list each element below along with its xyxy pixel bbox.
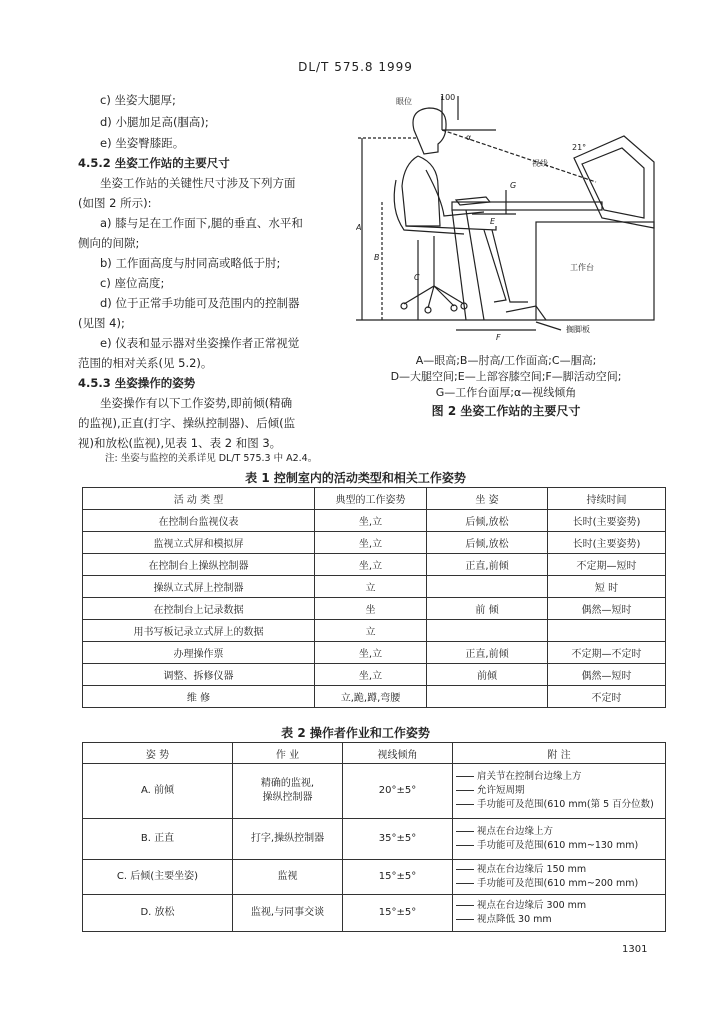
table1-title: 表 1 控制室内的活动类型和相关工作姿势 (245, 471, 466, 485)
table1-cell: 正直,前倾 (427, 642, 548, 664)
table1-cell (427, 576, 548, 598)
table2-posture-cell: A. 前倾 (83, 764, 233, 819)
table1-cell: 用书写板记录立式屏上的数据 (83, 620, 315, 642)
text-line: 的监视),正直(打字、操纵控制器)、后倾(监 (78, 416, 296, 430)
label-desk: 工作台 (570, 263, 594, 272)
note-dash (456, 804, 474, 805)
table-row (83, 598, 666, 620)
table1-cell: 长时(主要姿势) (548, 510, 666, 532)
label-E: E (490, 217, 496, 226)
text-line: 侧向的间隙; (78, 236, 140, 250)
table-row (83, 554, 666, 576)
table1-cell: 坐 (315, 598, 427, 620)
table-row (83, 664, 666, 686)
table-row (83, 576, 666, 598)
table-row (83, 764, 666, 819)
figure-legend-3: G—工作台面厚;α—视线倾角 (435, 386, 577, 399)
text-line: 视)和放松(监视),见表 1、表 2 和图 3。 (78, 436, 282, 450)
table-row (83, 686, 666, 708)
table2-header-cell: 附 注 (453, 743, 666, 764)
text-line: (见图 4); (78, 316, 125, 330)
table1-cell: 监视立式屏和模拟屏 (83, 532, 315, 554)
table1-header-cell: 典型的工作姿势 (315, 488, 427, 510)
table2-title: 表 2 操作者作业和工作姿势 (281, 726, 430, 740)
note-dash (456, 919, 474, 920)
page-header: DL/T 575.8 1999 (298, 60, 413, 74)
label-F: F (496, 333, 501, 340)
text-line: e) 坐姿臀膝距。 (100, 136, 185, 150)
table2-header-cell: 视线倾角 (343, 743, 453, 764)
text-line: a) 膝与足在工作面下,腿的垂直、水平和 (100, 216, 303, 230)
table2-task-cell: 监视,与同事交谈 (233, 895, 343, 932)
table2-angle-cell: 15°±5° (343, 860, 453, 895)
table1-cell (427, 686, 548, 708)
table-row (83, 642, 666, 664)
label-A: A (356, 223, 362, 232)
table1-cell: 维 修 (83, 686, 315, 708)
table1-cell (548, 620, 666, 642)
table1-cell: 前 倾 (427, 598, 548, 620)
table1-cell: 办理操作票 (83, 642, 315, 664)
table2-notes-cell (453, 764, 666, 819)
table2-angle-cell: 15°±5° (343, 895, 453, 932)
table1-cell: 立 (315, 620, 427, 642)
table-row (83, 532, 666, 554)
table1-cell: 操纵立式屏上控制器 (83, 576, 315, 598)
table2-task-cell: 精确的监视, 操纵控制器 (233, 764, 343, 819)
table-row (83, 819, 666, 860)
note: 注: 坐姿与监控的关系详见 DL/T 575.3 中 A2.4。 (105, 453, 318, 464)
table1-cell: 立 (315, 576, 427, 598)
note-text: 允许短周期 (477, 785, 525, 796)
text-line: d) 小腿加足高(腘高); (100, 115, 209, 129)
table1-cell: 在控制台上记录数据 (83, 598, 315, 620)
label-sightline: 视线 (532, 159, 548, 168)
table1-cell: 坐,立 (315, 554, 427, 576)
table2-notes-cell (453, 895, 666, 932)
note-text: 手功能可及范围(610 mm~130 mm) (477, 840, 639, 851)
table1-cell: 坐,立 (315, 664, 427, 686)
section-heading: 4.5.2 坐姿工作站的主要尺寸 (78, 156, 230, 170)
table1-header-cell: 坐 姿 (427, 488, 548, 510)
table1-cell: 短 时 (548, 576, 666, 598)
table2-posture-cell: D. 放松 (83, 895, 233, 932)
table1-cell: 不定时 (548, 686, 666, 708)
table2-task-cell: 监视 (233, 860, 343, 895)
table1-cell: 前倾 (427, 664, 548, 686)
table1-cell (427, 620, 548, 642)
label-eye: 眼位 (396, 97, 412, 106)
note-dash (456, 905, 474, 906)
label-C: C (414, 273, 420, 282)
table-row (83, 860, 666, 895)
text-line: d) 位于正常手功能可及范围内的控制器 (100, 296, 300, 310)
note-dash (456, 845, 474, 846)
table2-task-cell: 打字,操纵控制器 (233, 819, 343, 860)
table-row (83, 510, 666, 532)
text-line: 坐姿工作站的关键性尺寸涉及下列方面 (100, 176, 296, 190)
table1-cell: 坐,立 (315, 532, 427, 554)
table1-cell: 偶然—短时 (548, 598, 666, 620)
table1 (82, 487, 666, 708)
note-text: 手功能可及范围(610 mm~200 mm) (477, 878, 639, 889)
note-text: 手功能可及范围(610 mm(第 5 百分位数) (477, 799, 654, 810)
text-line: (如图 2 所示): (78, 196, 152, 210)
label-100: 100 (440, 93, 456, 102)
table1-cell: 调整、拆修仪器 (83, 664, 315, 686)
text-line: 范围的相对关系(见 5.2)。 (78, 356, 213, 370)
table1-cell: 不定期—短时 (548, 554, 666, 576)
table1-cell: 正直,前倾 (427, 554, 548, 576)
table1-header-cell: 持续时间 (548, 488, 666, 510)
table1-cell: 长时(主要姿势) (548, 532, 666, 554)
table-row (83, 620, 666, 642)
table1-cell: 坐,立 (315, 510, 427, 532)
page-number: 1301 (622, 944, 648, 955)
table1-header-cell: 活 动 类 型 (83, 488, 315, 510)
label-angle: 21° (572, 143, 587, 152)
table1-cell: 在控制台上操纵控制器 (83, 554, 315, 576)
note-text: 视点降低 30 mm (477, 914, 552, 925)
note-text: 肩关节在控制台边缘上方 (477, 771, 582, 782)
note-text: 视点在台边缘上方 (477, 826, 554, 837)
table1-cell: 后倾,放松 (427, 510, 548, 532)
note-dash (456, 776, 474, 777)
table1-cell: 在控制台监视仪表 (83, 510, 315, 532)
figure-caption: 图 2 坐姿工作站的主要尺寸 (431, 404, 581, 418)
table2 (82, 742, 666, 932)
table2-notes-cell (453, 860, 666, 895)
note-dash (456, 883, 474, 884)
table1-cell: 偶然—短时 (548, 664, 666, 686)
text-line: e) 仪表和显示器对坐姿操作者正常视觉 (100, 336, 300, 350)
note-dash (456, 790, 474, 791)
label-B: B (374, 253, 380, 262)
table2-notes-cell (453, 819, 666, 860)
table1-cell: 立,跪,蹲,弯腰 (315, 686, 427, 708)
label-footrest: 搁脚板 (566, 325, 590, 334)
table1-cell: 后倾,放松 (427, 532, 548, 554)
text-line: c) 坐姿大腿厚; (100, 93, 176, 107)
table1-cell: 坐,立 (315, 642, 427, 664)
table-row (83, 895, 666, 932)
table2-posture-cell: B. 正直 (83, 819, 233, 860)
table2-angle-cell: 20°±5° (343, 764, 453, 819)
table1-cell: 不定期—不定时 (548, 642, 666, 664)
label-alpha: α (466, 133, 472, 142)
text-line: c) 座位高度; (100, 276, 165, 290)
figure-seated-workstation (356, 90, 656, 340)
table2-angle-cell: 35°±5° (343, 819, 453, 860)
table2-header-cell: 作 业 (233, 743, 343, 764)
text-line: 坐姿操作有以下工作姿势,即前倾(精确 (100, 396, 293, 410)
note-text: 视点在台边缘后 300 mm (477, 900, 587, 911)
label-G: G (510, 181, 517, 190)
note-dash (456, 831, 474, 832)
note-dash (456, 869, 474, 870)
figure-legend-1: A—眼高;B—肘高/工作面高;C—腘高; (415, 354, 597, 367)
text-line: b) 工作面高度与肘同高或略低于肘; (100, 256, 281, 270)
note-text: 视点在台边缘后 150 mm (477, 864, 587, 875)
figure-legend-2: D—大腿空间;E—上部容膝空间;F—脚活动空间; (390, 370, 622, 383)
table2-posture-cell: C. 后倾(主要坐姿) (83, 860, 233, 895)
table2-header-cell: 姿 势 (83, 743, 233, 764)
section-heading: 4.5.3 坐姿操作的姿势 (78, 376, 196, 390)
